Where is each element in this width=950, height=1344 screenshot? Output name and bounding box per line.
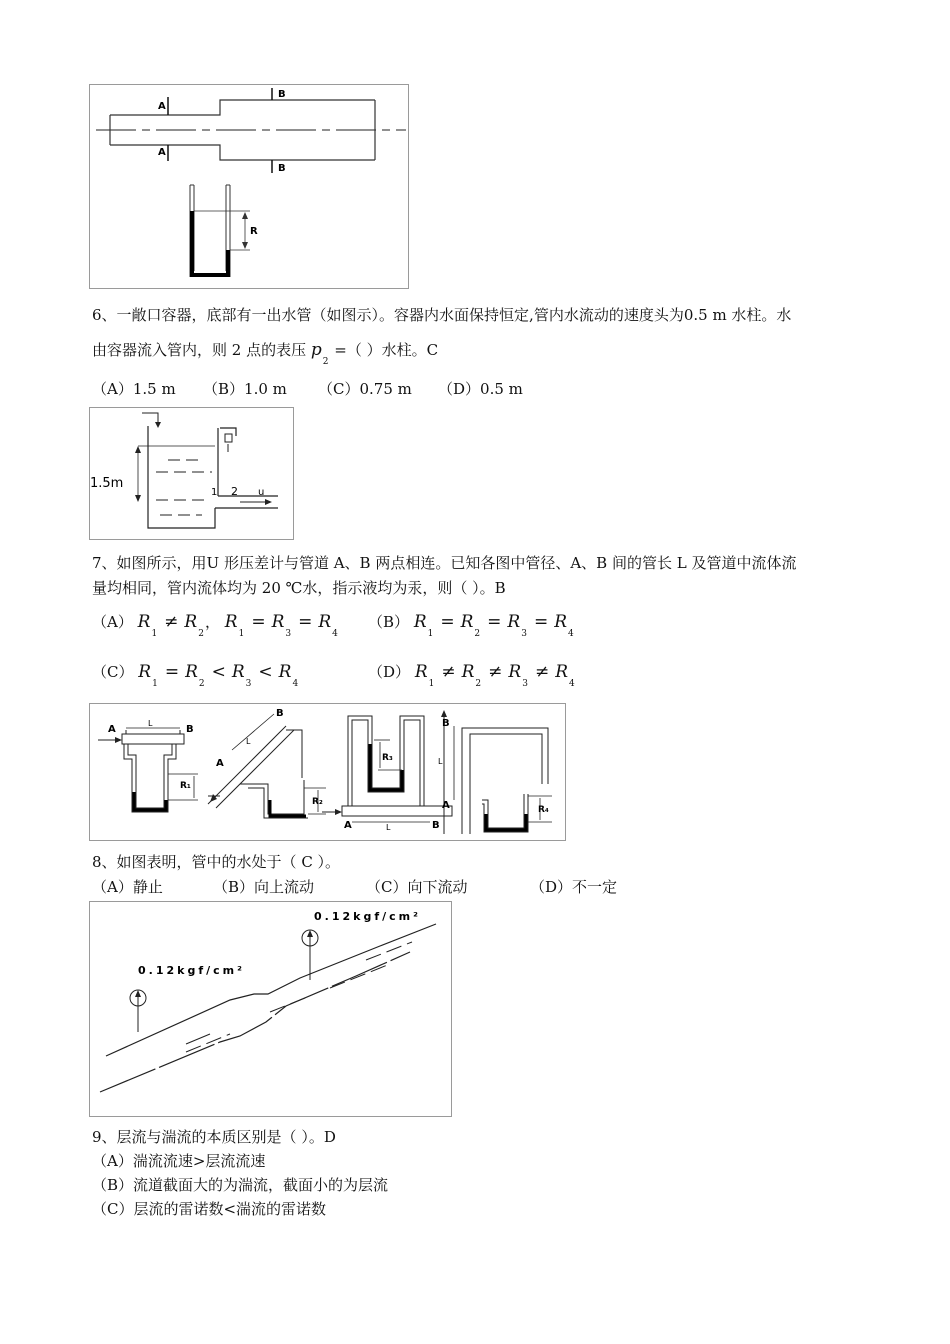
pipe-manometer-figure (89, 84, 409, 289)
q7-line2: 量均相同，管内流体均为 20 ℃水，指示液均为汞，则（ ）。B (92, 579, 506, 597)
four-manometers-figure (89, 703, 566, 841)
c2-a-label: A (216, 758, 224, 769)
c2-l-label: L (246, 737, 251, 746)
tank-outlet-figure (89, 407, 294, 540)
r-label: R (250, 226, 258, 237)
section-a-bottom-label: A (158, 147, 166, 158)
r2-label: R₂ (312, 797, 323, 807)
r1-label: R₁ (180, 781, 191, 791)
inclined-pipe-diagram (90, 902, 451, 1116)
section-b-bottom-label: B (278, 163, 286, 174)
q7-option-d: （D） $R_1\ne R_2\ne R_3\ne R_4$ (368, 662, 575, 689)
q8-option-a: （A）静止 (92, 878, 163, 896)
point-2-label: 2 (231, 485, 238, 498)
c1-a-label: A (108, 724, 116, 735)
pressure-label-left: 0.12kgf/cm² (138, 964, 245, 977)
r3-label: R₃ (382, 753, 393, 763)
q6-line2-pre: 由容器流入管内，则 2 点的表压 (92, 341, 307, 359)
q6-p-symbol: p (310, 340, 322, 360)
c4-l-label: L (438, 757, 443, 766)
q7-line1: 7、如图所示，用U 形压差计与管道 A、B 两点相连。已知各图中管径、A、B 间的管长 L 及管道中流体流 (92, 554, 797, 572)
q9-line1: 9、层流与湍流的本质区别是（ ）。D (92, 1128, 336, 1146)
q6-option-b: （B）1.0 m (203, 380, 287, 398)
q8-option-c: （C）向下流动 (366, 878, 468, 896)
section-a-top-label: A (158, 101, 166, 112)
c4-b-label: B (442, 718, 450, 729)
c1-b-label: B (186, 724, 194, 735)
q7-option-a: （A） $R_1\ne R_2$， $R_1= R_3= R_4$ (92, 612, 338, 639)
q9-option-c: （C）层流的雷诺数<湍流的雷诺数 (92, 1200, 327, 1218)
c3-b-label: B (432, 820, 440, 831)
q6-p-sub: 2 (322, 357, 329, 367)
q7-option-c: （C） $R_1= R_2< R_3< R_4$ (92, 662, 299, 689)
c1-l-label: L (148, 719, 153, 728)
q7-option-b: （B） $R_1= R_2= R_3= R_4$ (368, 612, 574, 639)
r4-label: R₄ (538, 805, 549, 815)
q6-option-d: （D）0.5 m (438, 380, 523, 398)
c4-a-label: A (442, 800, 450, 811)
height-label: 1.5m (90, 476, 124, 491)
q6-line2 (92, 340, 439, 367)
q8-option-b: （B）向上流动 (213, 878, 315, 896)
q6-line2-post: =（ ）水柱。C (334, 341, 439, 359)
q8-option-d: （D）不一定 (530, 878, 618, 896)
inclined-pipe-figure (89, 901, 452, 1117)
q9-option-a: （A）湍流流速>层流流速 (92, 1152, 266, 1170)
q8-line1: 8、如图表明，管中的水处于（ C ）。 (92, 853, 341, 871)
point-1-label: 1 (211, 487, 218, 498)
c3-l-label: L (386, 823, 391, 832)
pipe-manometer-diagram (90, 85, 408, 288)
c2-b-label: B (276, 708, 284, 719)
q6-option-a: （A）1.5 m (92, 380, 176, 398)
section-b-top-label: B (278, 89, 286, 100)
four-manometers-diagram (90, 704, 565, 840)
tank-outlet-diagram (90, 408, 293, 539)
c3-a-label: A (344, 820, 352, 831)
q6-line1: 6、一敞口容器，底部有一出水管（如图示）。容器内水面保持恒定,管内水流动的速度头为0.5 m 水柱。水 (92, 306, 792, 324)
q6-option-c: （C）0.75 m (318, 380, 412, 398)
velocity-label: u (258, 487, 265, 498)
pressure-label-right: 0.12kgf/cm² (314, 910, 421, 923)
q9-option-b: （B）流道截面大的为湍流，截面小的为层流 (92, 1176, 389, 1194)
